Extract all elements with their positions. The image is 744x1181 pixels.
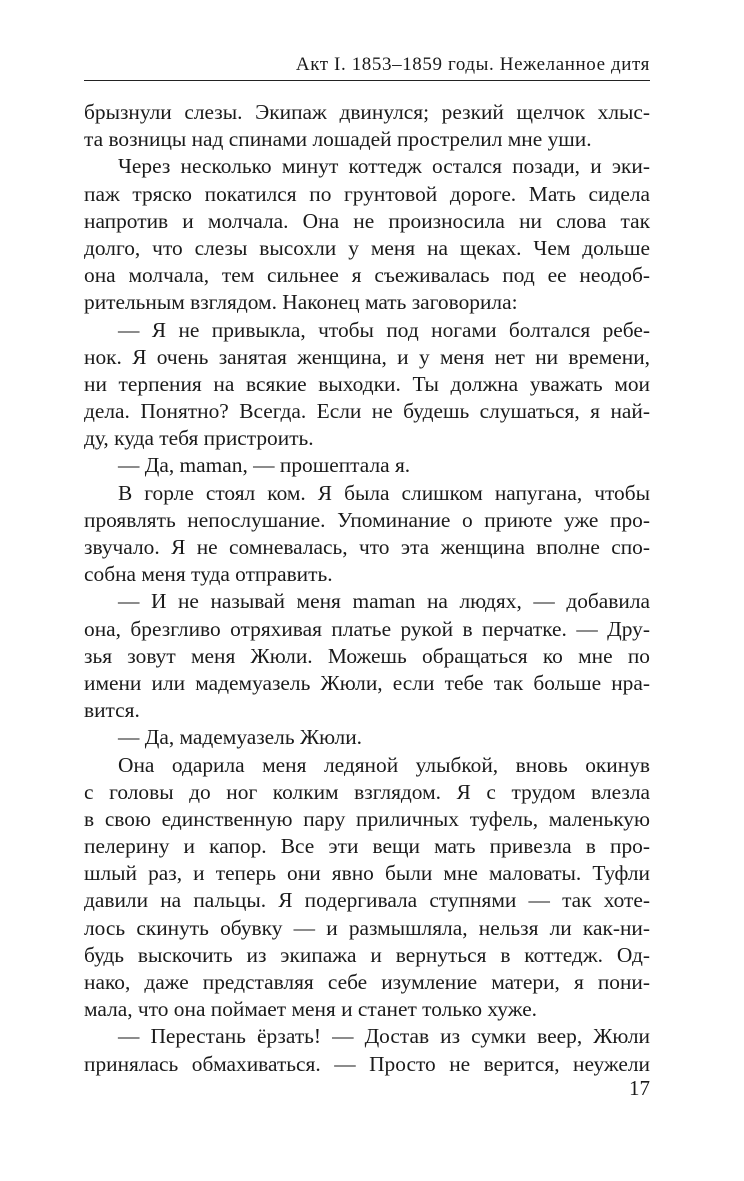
text-line: будь выскочить из экипажа и вернуться в коттедж. Од- [84, 942, 650, 967]
text-line: имени или мадемуазель Жюли, если тебе так больше нра- [84, 670, 650, 695]
text-line: рительным взглядом. Наконец мать заговорила: [84, 290, 518, 315]
text-line: Она одарила меня ледяной улыбкой, вновь окинув [118, 752, 650, 777]
text-line: напротив и молчала. Она не произносила ни слова так [84, 208, 650, 233]
text-line: мала, что она поймает меня и станет только хуже. [84, 997, 538, 1022]
text-line: долго, что слезы высохли у меня на щеках. Чем дольше [84, 235, 650, 260]
running-title: Акт I. 1853–1859 годы. Нежеланное дитя [295, 54, 650, 75]
text-line: принялась обмахиваться. — Просто не верится, неужели [84, 1051, 650, 1076]
text-line: она, брезгливо отряхивая платье рукой в перчатке. — Дру- [84, 616, 650, 641]
text-line: — И не называй меня maman на людях, — добавила [118, 589, 650, 614]
text-line: — Я не привыкла, чтобы под ногами болтался ребе- [118, 317, 650, 342]
text-line: собна меня туда отправить. [84, 562, 333, 587]
running-head [84, 50, 650, 81]
text-line: дела. Понятно? Всегда. Если не будешь слушаться, я най- [84, 399, 650, 424]
text-line: зья зовут меня Жюли. Можешь обращаться ко мне по [84, 643, 650, 668]
text-line: с головы до ног колким взглядом. Я с трудом влезла [84, 779, 650, 804]
text-line: давили на пальцы. Я подергивала ступнями — так хоте- [84, 888, 650, 913]
text-line: шлый раз, и теперь они явно были мне маловаты. Туфли [84, 861, 650, 886]
text-line: — Да, мадемуазель Жюли. [118, 725, 363, 750]
text-line: В горле стоял ком. Я была слишком напугана, чтобы [118, 480, 650, 505]
text-line: та возницы над спинами лошадей прострелил мне уши. [84, 127, 592, 152]
text-line: в свою единственную пару приличных туфель, маленькую [84, 806, 650, 831]
text-line: паж тряско покатился по грунтовой дороге. Мать сидела [84, 181, 650, 206]
text-line: вится. [84, 698, 140, 723]
text-line: она молчала, тем сильнее я съеживалась под ее неодоб- [84, 263, 650, 288]
text-line: брызнули слезы. Экипаж двинулся; резкий щелчок хлыс- [84, 100, 650, 124]
body-text [84, 99, 650, 1078]
text-line: проявлять непослушание. Упоминание о приюте уже про- [84, 507, 650, 532]
text-line: пелерину и капор. Все эти вещи мать привезла в про- [84, 834, 650, 859]
text-line: — Перестань ёрзать! — Достав из сумки веер, Жюли [118, 1024, 650, 1049]
text-line: нок. Я очень занятая женщина, и у меня нет ни времени, [84, 344, 650, 369]
page-number: 17 [629, 1076, 650, 1100]
text-line: — Да, maman, — прошептала я. [118, 453, 411, 478]
text-line: ни терпения на всякие выходки. Ты должна уважать мои [84, 371, 650, 396]
text-line: звучало. Я не сомневалась, что эта женщина вполне спо- [84, 535, 650, 559]
text-line: лось скинуть обувку — и размышляла, нельзя ли как-ни- [84, 915, 650, 940]
text-line: Через несколько минут коттедж остался позади, и эки- [118, 154, 650, 179]
text-line: нако, даже представляя себе изумление матери, я пони- [84, 970, 650, 994]
text-line: ду, куда тебя пристроить. [84, 426, 314, 451]
